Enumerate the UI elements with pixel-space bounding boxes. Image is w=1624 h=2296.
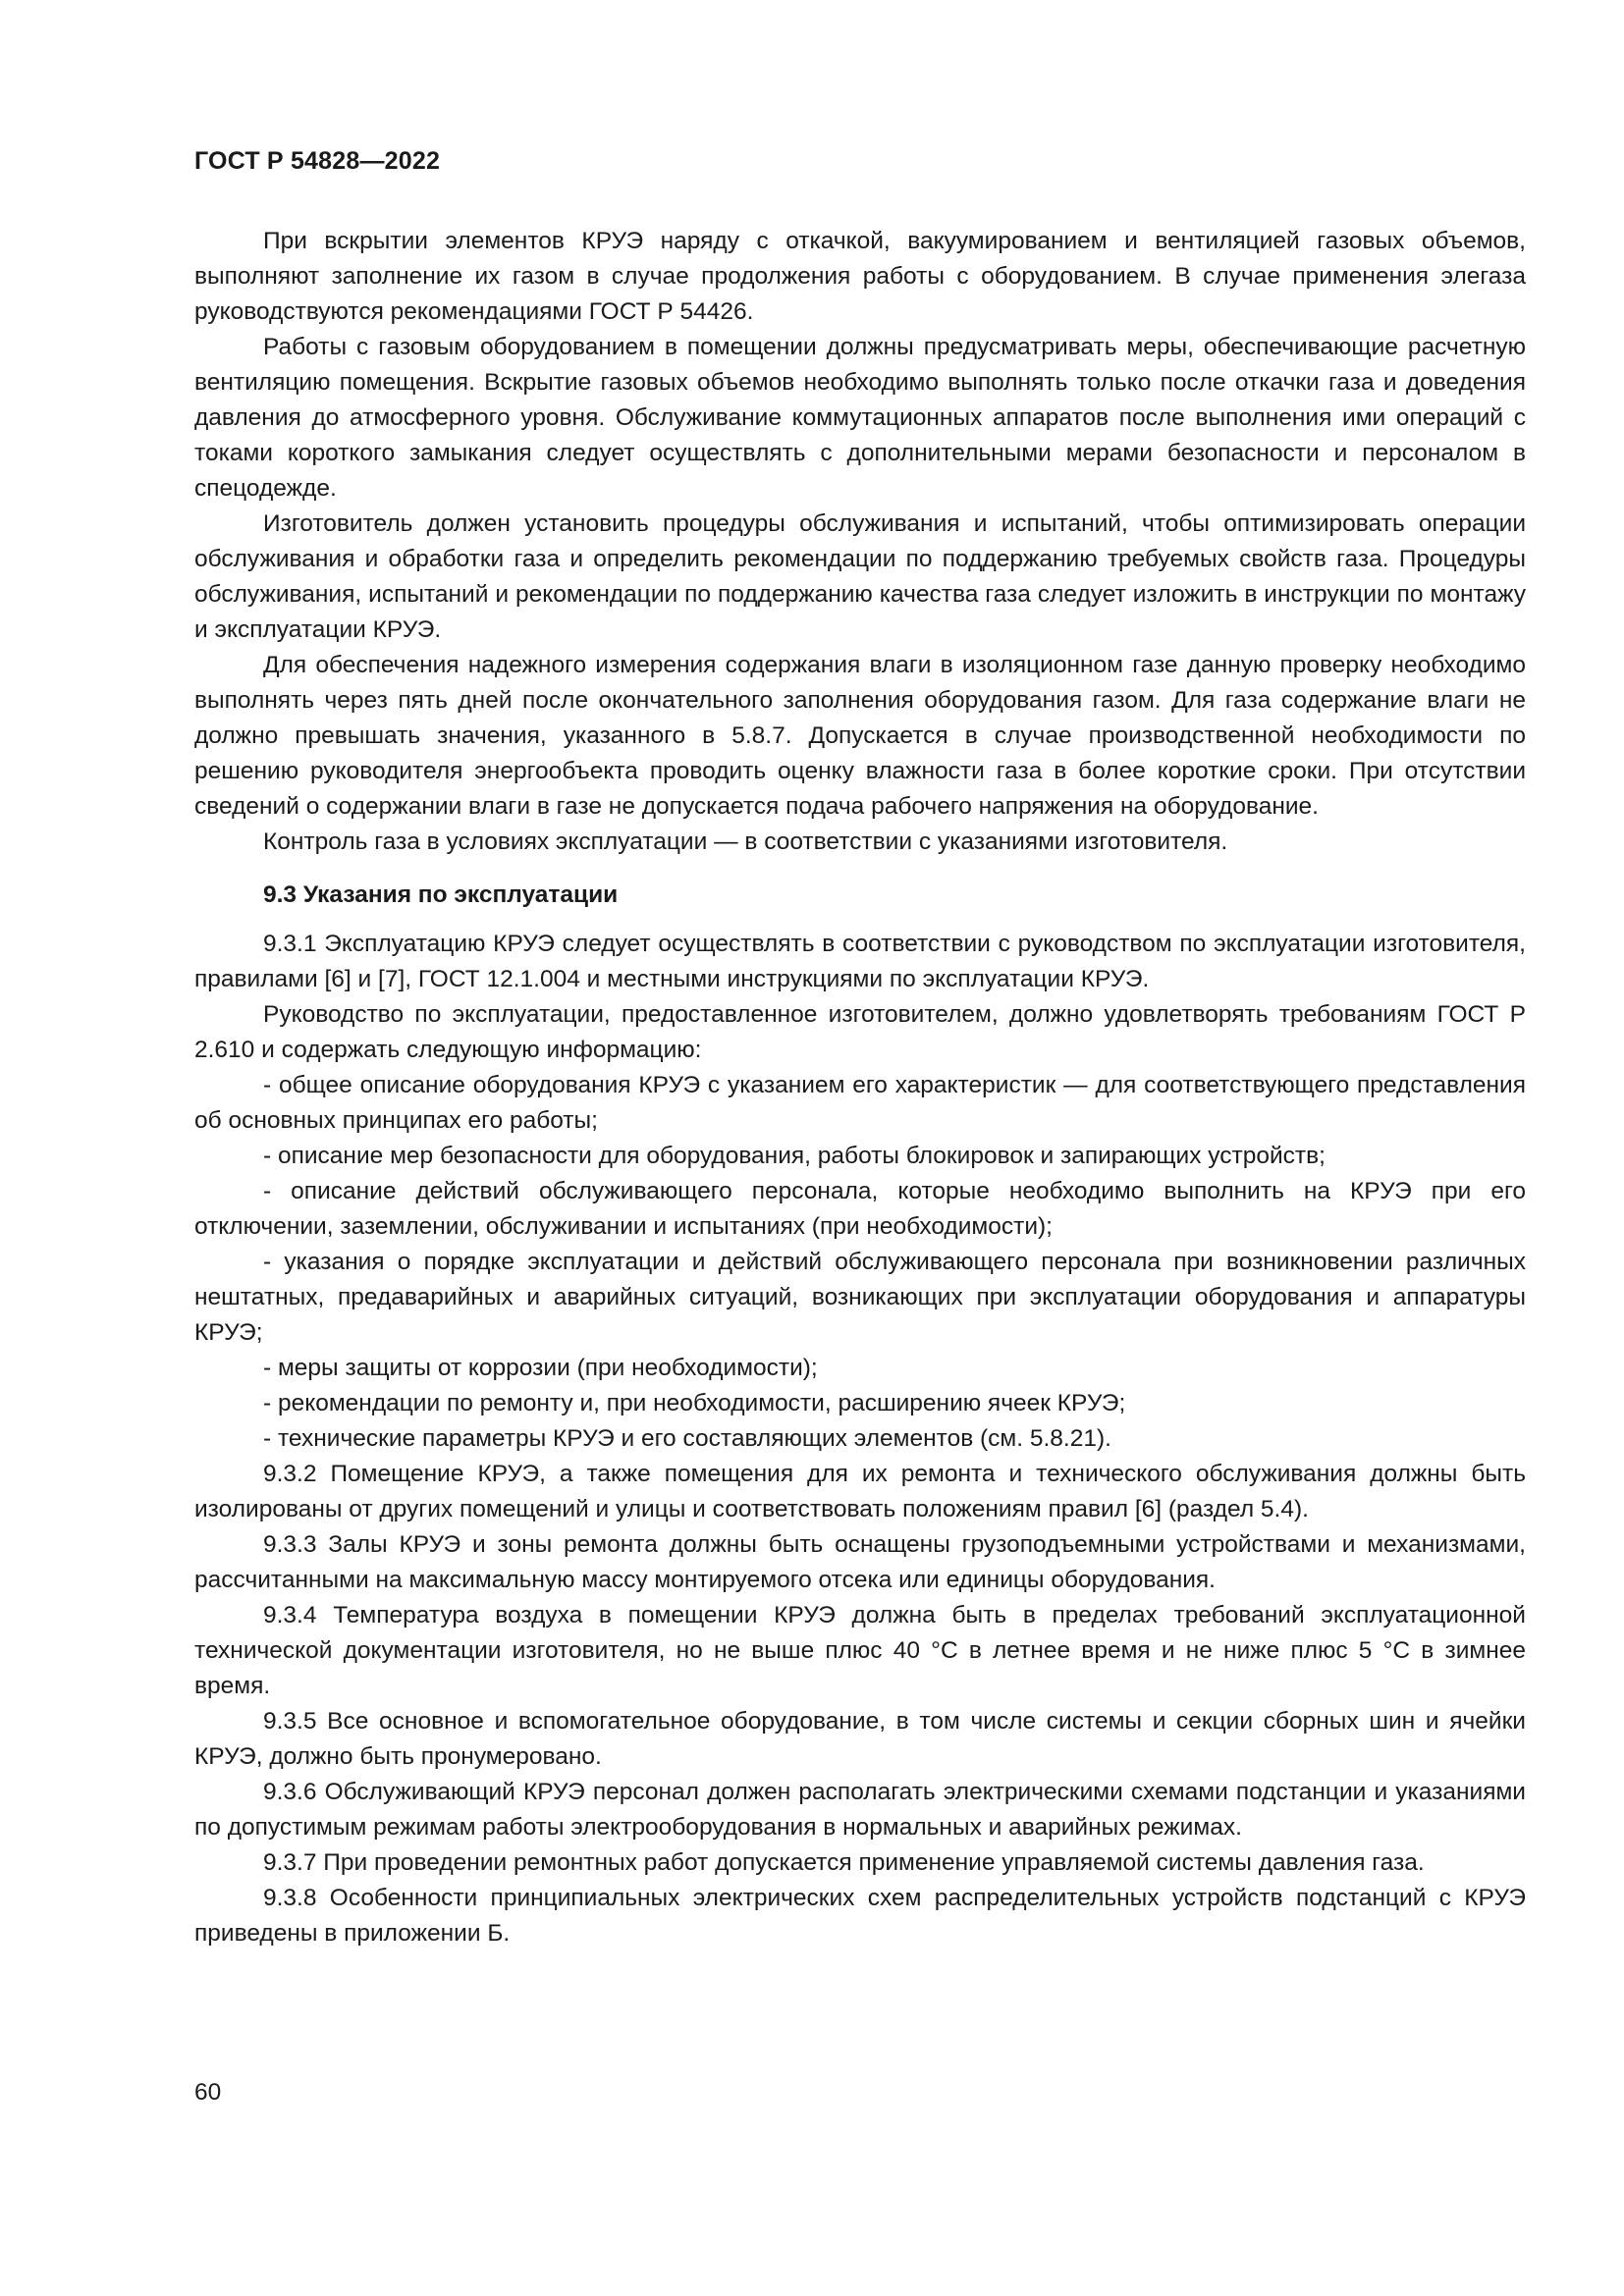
list-item: - рекомендации по ремонту и, при необходимости, расширению ячеек КРУЭ; — [263, 1390, 1126, 1416]
list-item: - меры защиты от коррозии (при необходимости); — [263, 1355, 818, 1381]
paragraph: 9.3.7 При проведении ремонтных работ допускается применение управляемой системы давления газа. — [263, 1849, 1425, 1876]
paragraph: Работы с газовым оборудованием в помещении должны предусматривать меры, обеспечивающие расчетную вентиляцию помещения. Вскрытие газовых объемов необходимо выполнять только после откачки газа и доведения давления до атмосферного уровня. Обслуживание коммутационных аппаратов после выполнения ими операций с токами короткого замыкания следует осуществлять с дополнительными мерами безопасности и персоналом в спецодежде. — [194, 334, 1526, 502]
paragraph: При вскрытии элементов КРУЭ наряду с откачкой, вакуумированием и вентиляцией газовых объемов, выполняют заполнение их газом в случае продолжения работы с оборудованием. В случае применения элегаза руководствуются рекомендациями ГОСТ Р 54426. — [194, 228, 1526, 325]
list-item: - указания о порядке эксплуатации и действий обслуживающего персонала при возникновении различных нештатных, предаварийных и аварийных ситуаций, возникающих при эксплуатации оборудования и аппаратуры КРУЭ; — [194, 1249, 1526, 1346]
paragraph: Для обеспечения надежного измерения содержания влаги в изоляционном газе данную проверку необходимо выполнять через пять дней после окончательного заполнения оборудования газом. Для газа содержание влаги не должно превышать значения, указанного в 5.8.7. Допускается в случае производственной необходимости по решению руководителя энергообъекта проводить оценку влажности газа в более короткие сроки. При отсутствии сведений о содержании влаги в газе не допускается подача рабочего напряжения на оборудование. — [194, 652, 1526, 820]
list-item: - описание действий обслуживающего персонала, которые необходимо выполнить на КРУЭ при его отключении, заземлении, обслуживании и испытаниях (при необходимости); — [194, 1178, 1526, 1240]
page-number: 60 — [194, 2079, 222, 2106]
list-item: - технические параметры КРУЭ и его составляющих элементов (см. 5.8.21). — [263, 1425, 1111, 1452]
paragraph: Контроль газа в условиях эксплуатации — в соответствии с указаниями изготовителя. — [263, 828, 1228, 855]
paragraph: 9.3.6 Обслуживающий КРУЭ персонал должен располагать электрическими схемами подстанции и указаниями по допустимым режимам работы электрооборудования в нормальных и аварийных режимах. — [194, 1779, 1526, 1841]
paragraph: 9.3.5 Все основное и вспомогательное оборудование, в том числе системы и секции сборных шин и ячейки КРУЭ, должно быть пронумеровано. — [194, 1708, 1526, 1770]
paragraph: Руководство по эксплуатации, предоставленное изготовителем, должно удовлетворять требованиям ГОСТ Р 2.610 и содержать следующую информацию: — [194, 1001, 1526, 1063]
paragraph: Изготовитель должен установить процедуры обслуживания и испытаний, чтобы оптимизировать операции обслуживания и обработки газа и определить рекомендации по поддержанию требуемых свойств газа. Процедуры обслуживания, испытаний и рекомендации по поддержанию качества газа следует изложить в инструкции по монтажу и эксплуатации КРУЭ. — [194, 510, 1526, 643]
list-item: - описание мер безопасности для оборудования, работы блокировок и запирающих устройств; — [263, 1143, 1326, 1169]
paragraph: 9.3.1 Эксплуатацию КРУЭ следует осуществлять в соответствии с руководством по эксплуатации изготовителя, правилами [6] и [7], ГОСТ 12.1.004 и местными инструкциями по эксплуатации КРУЭ. — [194, 931, 1526, 992]
section-heading: 9.3 Указания по эксплуатации — [263, 881, 619, 908]
list-item: - общее описание оборудования КРУЭ с указанием его характеристик — для соответствующего представления об основных принципах его работы; — [194, 1072, 1526, 1134]
paragraph: 9.3.2 Помещение КРУЭ, а также помещения для их ремонта и технического обслуживания должны быть изолированы от других помещений и улицы и соответствовать положениям правил [6] (раздел 5.4). — [194, 1461, 1526, 1522]
document-body — [194, 224, 1526, 1951]
document-header: ГОСТ Р 54828—2022 — [194, 147, 441, 175]
paragraph: 9.3.4 Температура воздуха в помещении КРУЭ должна быть в пределах требований эксплуатационной технической документации изготовителя, но не выше плюс 40 °С в летнее время и не ниже плюс 5 °С в зимнее время. — [194, 1602, 1526, 1699]
paragraph: 9.3.8 Особенности принципиальных электрических схем распределительных устройств подстанций с КРУЭ приведены в приложении Б. — [194, 1885, 1526, 1947]
paragraph: 9.3.3 Залы КРУЭ и зоны ремонта должны быть оснащены грузоподъемными устройствами и механизмами, рассчитанными на максимальную массу монтируемого отсека или единицы оборудования. — [194, 1531, 1526, 1593]
